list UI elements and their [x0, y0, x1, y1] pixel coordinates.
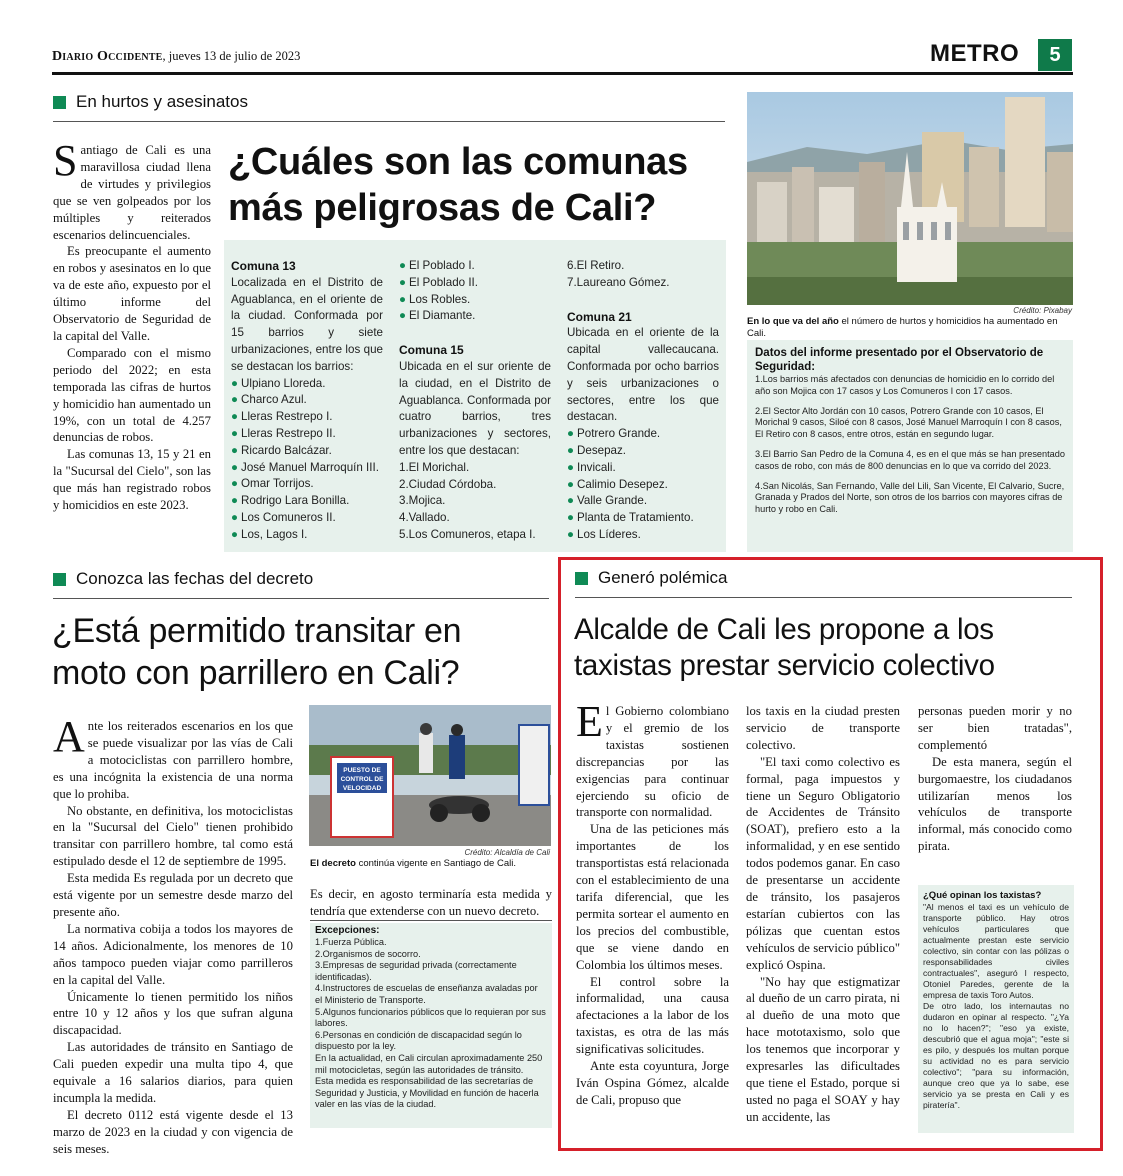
list-item: ● Los Comuneros II.	[231, 510, 383, 527]
traffic-checkpoint-image	[309, 705, 551, 846]
list-item: ● Rodrigo Lara Bonilla.	[231, 493, 383, 510]
caption-bold: El decreto	[310, 858, 356, 869]
list-item: ● Valle Grande.	[567, 493, 719, 510]
article2-headline-line1: ¿Está permitido transitar en	[52, 612, 462, 650]
article1-headline-line2: más peligrosas de Cali?	[228, 187, 657, 229]
list-item: ● Omar Torrijos.	[231, 476, 383, 493]
comuna21-column	[567, 258, 719, 544]
taxistas-opinion-box	[918, 885, 1074, 1133]
article3-kicker-text: Generó polémica	[598, 568, 728, 587]
article1-paragraph: Comparado con el mismo periodo del 2022; en esta temporada las cifras de hurtos y homicidio han aumentado un 19%, con un total de 4.257 denuncias de robos.	[53, 345, 211, 445]
article2-headline-line2: moto con parrillero en Cali?	[52, 654, 460, 692]
article2-body	[53, 712, 293, 1158]
article2-dropcap: A	[53, 712, 85, 761]
list-item: 3.Empresas de seguridad privada (correctamente identificadas).	[315, 960, 517, 982]
list-item: ● Ricardo Balcázar.	[231, 443, 383, 460]
list-item: ● El Poblado I.	[399, 258, 551, 275]
list-item: ● El Diamante.	[399, 308, 551, 325]
article2-paragraph: Las autoridades de tránsito en Santiago de Cali pueden expedir una multa tipo 4, que equivale a 16 salarios diarios, para quien incumpla la medida.	[53, 1040, 293, 1105]
list-item: 4.Instructores de escuelas de enseñanza avaladas por el Ministerio de Transporte.	[315, 983, 538, 1005]
article3-col1	[576, 697, 729, 1109]
article1-body	[53, 136, 211, 514]
list-item: 4.San Nicolás, San Fernando, Valle del Lili, San Vicente, El Calvario, Sucre, Granada y Prados del Norte, son otros de los barrios con mayores cifras de hurto y robo en Cali.	[755, 480, 1065, 515]
list-item: 3.El Barrio San Pedro de la Comuna 4, es en el que más se han presentado casos de robo, con más de 800 denuncias en lo que va corrido del 2023.	[755, 448, 1066, 471]
list-item: 5.Los Comuneros, etapa I.	[399, 527, 536, 541]
caption-bold: En lo que va del año	[747, 316, 839, 327]
checkpoint-photo	[309, 705, 551, 846]
article1-rule	[53, 121, 725, 122]
datos-title: Datos del informe presentado por el Observatorio de Seguridad:	[755, 347, 1044, 373]
sign-text: VELOCIDAD	[342, 785, 382, 792]
list-item: 4.Vallado.	[399, 511, 450, 525]
exceptions-title: Excepciones:	[315, 925, 380, 936]
list-item: 2.El Sector Alto Jordán con 10 casos, Potrero Grande con 10 casos, El Morichal 9 casos, Siloé con 8 casos, José Manuel Marroquín I con 8 casos, El Retiro con 8 casos, entre otros, están en segundo lugar.	[755, 405, 1062, 440]
sign-text: CONTROL DE	[340, 776, 384, 783]
exceptions-rule	[310, 920, 552, 921]
list-item: 2.Organismos de socorro.	[315, 948, 421, 959]
list-item: ● Los, Lagos I.	[231, 527, 383, 544]
article3-col3	[918, 703, 1072, 855]
opinion-paragraph: De otro lado, los internautas no dudaron en opinar al respecto. "¿Ya no lo hacen?"; "eso ya existe, descubrió que el agua moja"; "este si es pilo, y después los multan porque su actividad no es para servicio colectivo"; "para su información, aunque creo que ya lo sabe, ese servicio ya se presta en Cali y es piratería".	[923, 1001, 1069, 1110]
list-item: ● Lleras Restrepo I.	[231, 409, 383, 426]
list-item: ● Planta de Tratamiento.	[567, 510, 719, 527]
article1-paragraph: Es preocupante el aumento en robos y asesinatos en lo que va de este año, expuesto por el último informe del Observatorio de Seguridad de la capital del Valle.	[53, 244, 211, 343]
comuna13-desc: Localizada en el Distrito de Aguablanca, en el oriente de la ciudad. Conformada por 15 barrios y siete urbanizaciones, entre los que se destacan los barrios:	[231, 275, 383, 373]
kicker-square-icon	[575, 572, 588, 585]
opinion-box-title: ¿Qué opinan los taxistas?	[923, 890, 1042, 901]
header-rule	[52, 72, 1073, 75]
comuna13-title: Comuna 13	[231, 259, 296, 273]
article3-paragraph: Una de las peticiones más importantes de los transportistas está relacionada con el establecimiento de una tarifa diferencial, que les permita sortear el aumento en los precios del combustible, que se viene dando en Colombia los últimos meses.	[576, 822, 729, 972]
comuna15-title: Comuna 15	[399, 343, 464, 358]
article3-paragraph: personas pueden morir y no ser bien tratadas", complementó	[918, 704, 1072, 752]
list-item: 3.Mojica.	[399, 494, 446, 508]
article3-headline-line2: taxistas prestar servicio colectivo	[574, 649, 995, 682]
article3-rule	[575, 597, 1072, 598]
section-name: METRO	[930, 40, 1020, 67]
list-item: 1.Fuerza Pública.	[315, 937, 387, 947]
list-item: 6.Personas en condición de discapacidad según lo dispuesto por la ley.	[315, 1029, 522, 1052]
article2-rule	[53, 598, 549, 599]
caption-rest: el número de hurtos y homicidios ha aumentado en Cali.	[747, 316, 1058, 339]
list-item: ● Los Robles.	[399, 292, 551, 309]
article1-paragraph: Las comunas 13, 15 y 21 en la "Sucursal del Cielo", son las que más han registrado robos y homicidios en este 2023.	[53, 447, 211, 513]
article2-paragraph: Es decir, en agosto terminaría esta medida y tendría que extenderse con un nuevo decreto.	[310, 887, 552, 918]
article2-paragraph: Únicamente lo tienen permitido los niños entre 10 y 12 años y los que sufran alguna discapacidad.	[53, 989, 293, 1038]
article1-headline	[228, 139, 728, 231]
article3-paragraph: "No hay que estigmatizar al dueño de un carro pirata, ni al dueño de una moto que hace mototaxismo, solo que los tenemos que incorporar y expresarles las dificultades que tiene el Estado, porque si usted no paga el SOAY y hay un accidente, las	[746, 974, 900, 1124]
article2-intro: nte los reiterados escenarios en los que se puede visualizar por las vías de Cali a motociclistas con parrillero hombre, es una incógnita la existencia de una norma que lo prohiba.	[53, 719, 293, 801]
article3-paragraph: "El taxi como colectivo es formal, paga impuestos y tiene un Seguro Obligatorio de Accidentes de Tránsito (SOAT), prefiero esto a la informalidad, y en ese sentido todos podemos ganar. En caso de presentarse un accidente de tránsito, los pasajeros estarían cubiertos con las pólizas que cuentan estos vehículos de servicio público" explicó Ospina.	[746, 754, 900, 972]
article2-paragraph: La normativa cobija a todos los mayores de 14 años. Adicionalmente, los menores de 10 años tampoco pueden viajar como parrilleros en la capital del Valle.	[53, 921, 293, 987]
list-item: ● Los Líderes.	[567, 527, 719, 544]
comuna13-column	[231, 258, 383, 544]
article3-intro: l Gobierno colombiano y el gremio de los taxistas sostienen discrepancias por las exigencias para continuar ejerciendo su oficio de transporte con normalidad.	[576, 704, 729, 820]
opinion-paragraph: "Al menos el taxi es un vehículo de transporte público. Hay otros vehículos particulares que actualmente prestan este servicio colectivo, sin contar con las pólizas o responsabilidades civiles contractuales", aseguró l respecto, Otoniel Paredes, gerente de la empresa de taxis Toro Autos.	[923, 902, 1069, 1000]
newspaper-name: Diario Occidente	[52, 49, 163, 64]
caption-rest: continúa vigente en Santiago de Cali.	[355, 858, 516, 869]
list-item: ● Lleras Restrepo II.	[231, 426, 383, 443]
article2-paragraph: Esta medida Es regulada por un decreto que está vigente por un semestre desde marzo del presente año.	[53, 871, 293, 919]
article1-kicker	[53, 92, 248, 112]
list-item: ● Desepaz.	[567, 443, 719, 460]
list-item: 1.El Morichal.	[399, 460, 470, 474]
comuna15-desc: Ubicada en el sur oriente de la ciudad, en el Distrito de Aguablanca. Conformada por cuatro barrios, tres urbanizaciones y sectores, entre los que destacan:	[399, 359, 551, 457]
article2-paragraph: No obstante, en definitiva, los motociclistas en la "Sucursal del Cielo" tienen prohibido transitar con parrillero hombre, tal como está estipulado desde el 12 de septiembre de 1995.	[53, 803, 293, 869]
photo-credit: Crédito: Pixabay	[1013, 306, 1072, 315]
article3-paragraph: Ante esta coyuntura, Jorge Iván Ospina Gómez, alcalde de Cali, propuso que	[576, 1059, 729, 1107]
list-item: ● Potrero Grande.	[567, 426, 719, 443]
list-item: ● Invicali.	[567, 460, 719, 477]
sign-text: PUESTO DE	[343, 767, 381, 774]
article1-kicker-text: En hurtos y asesinatos	[76, 92, 248, 111]
article2-col2	[310, 886, 552, 920]
city-skyline-image	[747, 92, 1073, 305]
list-item: ● José Manuel Marroquín III.	[231, 460, 383, 477]
list-item: Esta medida es responsabilidad de las secretarías de Seguridad y Justicia, y Movilidad en función de hacerla valer en las vías de la ciudad.	[315, 1076, 539, 1110]
list-item: ● Ulpiano Lloreda.	[231, 376, 383, 393]
article3-headline	[574, 612, 1094, 684]
list-item: ● Calimio Desepez.	[567, 477, 719, 494]
article3-dropcap: E	[576, 697, 603, 746]
photo-caption	[310, 858, 552, 870]
article3-paragraph: El control sobre la informalidad, una causa afectaciones a la labor de los taxistas, es otra de las más significativas solicitudes.	[576, 974, 729, 1057]
list-item: ● Charco Azul.	[231, 392, 383, 409]
article1-dropcap: S	[53, 136, 78, 185]
article2-kicker-text: Conozca las fechas del decreto	[76, 569, 314, 588]
list-item: 5.Algunos funcionarios públicos que lo requieran por sus labores.	[315, 1006, 546, 1029]
article3-paragraph: los taxis en la ciudad presten servicio de transporte colectivo.	[746, 704, 900, 752]
list-item: 1.Los barrios más afectados con denuncias de homicidio en lo corrido del año son Mojica con 17 casos y Los Comuneros I con 17 casos.	[755, 374, 1055, 396]
article1-headline-line1: ¿Cuáles son las comunas	[228, 141, 688, 183]
datos-box	[747, 340, 1073, 552]
article3-headline-line1: Alcalde de Cali les propone a los	[574, 613, 994, 646]
list-item: ● El Poblado II.	[399, 275, 551, 292]
list-item: 7.Laureano Gómez.	[567, 275, 670, 289]
photo-caption	[747, 316, 1073, 340]
list-item: 6.El Retiro.	[567, 259, 625, 272]
masthead	[52, 49, 300, 65]
page-number: 5	[1038, 39, 1072, 71]
exceptions-box	[310, 923, 552, 1128]
comuna21-desc: Ubicada en el oriente de la capital vallecaucana. Conformada por ocho barrios y seis urbanizaciones o sectores, entre los que destacan.	[567, 326, 719, 424]
kicker-square-icon	[53, 96, 66, 109]
comuna21-title: Comuna 21	[567, 309, 632, 324]
article3-paragraph: De esta manera, según el burgomaestre, los ciudadanos utilizarían menos los vehículos de transporte informal, más conocido como pirata.	[918, 754, 1072, 854]
article1-intro: antiago de Cali es una maravillosa ciudad llena de virtudes y privilegios que se ven golpeados por los múltiples y reiterados escenarios delincuenciales.	[53, 143, 211, 242]
list-item: En la actualidad, en Cali circulan aproximadamente 250 mil motocicletas, según las autoridades de tránsito.	[315, 1052, 543, 1075]
comuna15-column	[399, 258, 551, 544]
city-photo	[747, 92, 1073, 305]
article2-kicker	[53, 569, 313, 589]
article2-headline	[52, 610, 552, 694]
list-item: 2.Ciudad Córdoba.	[399, 477, 497, 491]
article2-paragraph: El decreto 0112 está vigente desde el 13 marzo de 2023 en la ciudad y con vigencia de seis meses.	[53, 1107, 293, 1156]
article3-col2	[746, 703, 900, 1126]
photo-credit: Crédito: Alcaldía de Cali	[464, 848, 550, 857]
article3-kicker	[575, 568, 727, 588]
issue-date: , jueves 13 de julio de 2023	[162, 49, 301, 63]
kicker-square-icon	[53, 573, 66, 586]
